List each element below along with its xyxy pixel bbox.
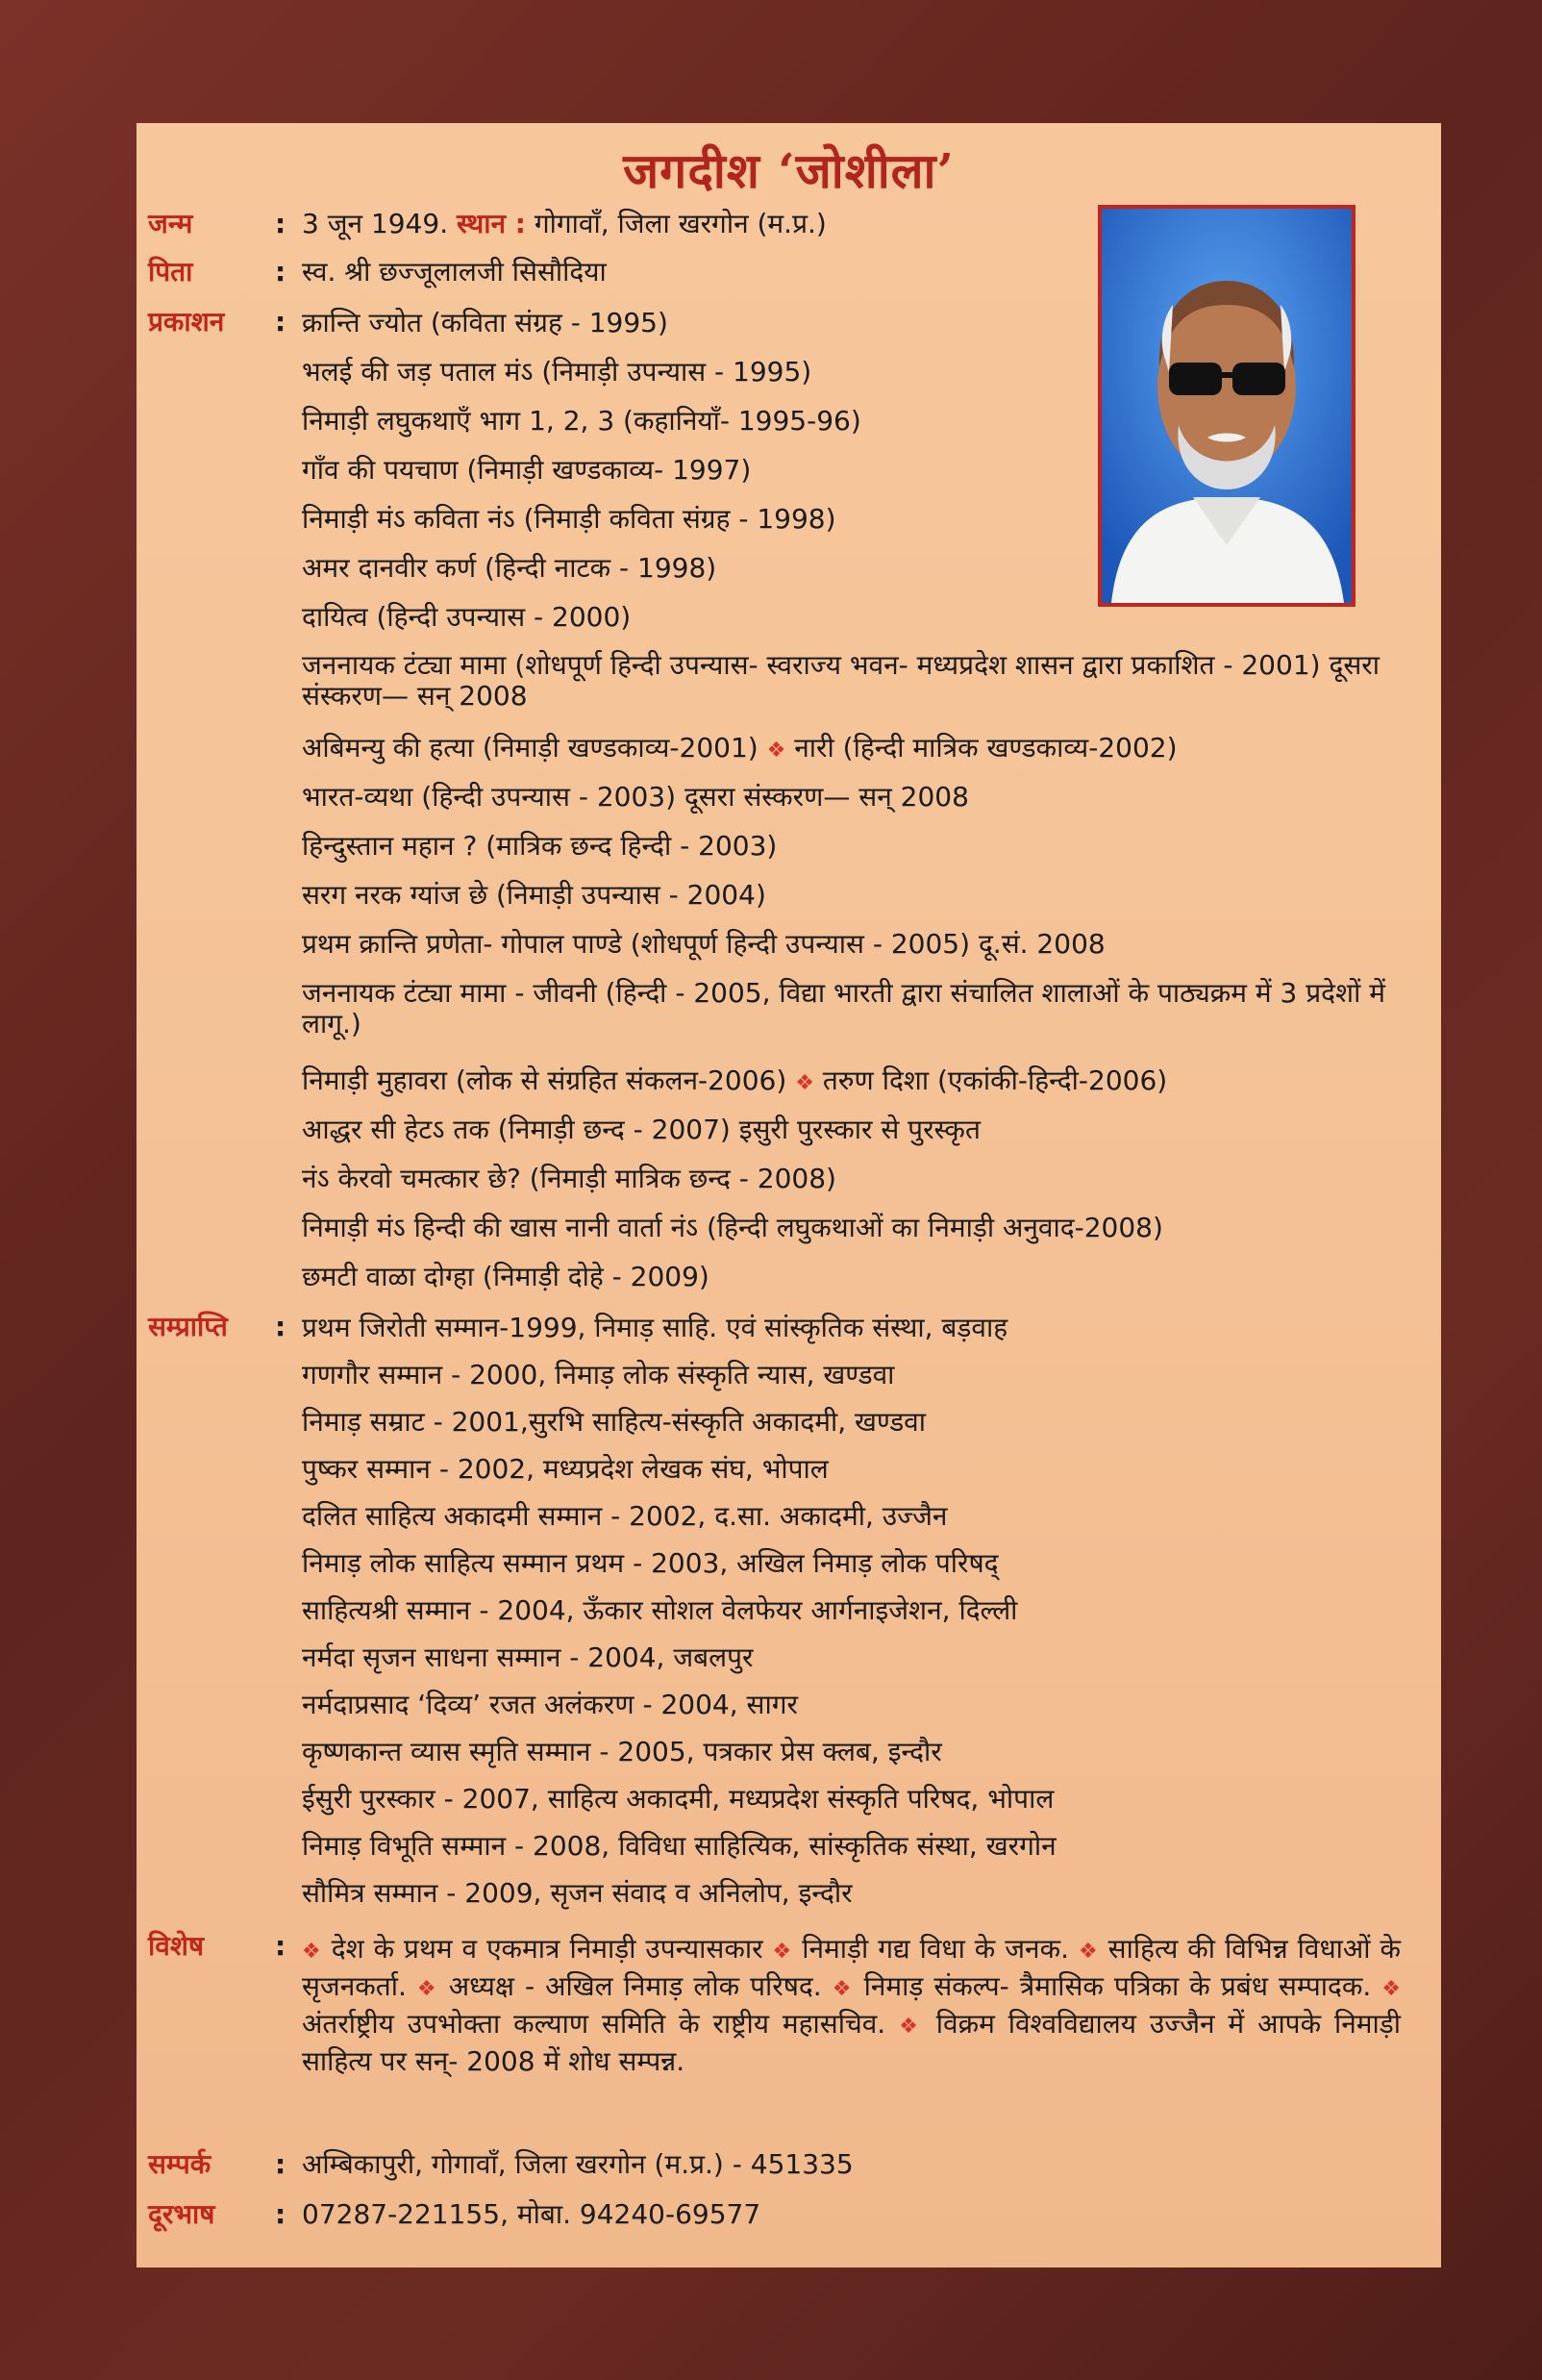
colon: :: [275, 256, 286, 288]
award-item: पुष्कर सम्मान - 2002, मध्यप्रदेश लेखक संघ, भोपाल: [302, 1453, 829, 1485]
special-item: साहित्य की विभिन्न विधाओं के सृजनकर्ता.: [302, 1933, 1402, 2002]
publication-item: सरग नरक ग्यांज छे (निमाड़ी उपन्यास - 2004): [302, 879, 766, 911]
publication-item: जननायक टंट्या मामा (शोधपूर्ण हिन्दी उपन्यास- स्वराज्य भवन- मध्यप्रदेश शासन द्वारा प्रकाशित - 2001) दूसरा संस्करण— सन् 2008: [302, 649, 1380, 712]
birth-value: [302, 208, 827, 240]
father-value: स्व. श्री छज्जूलालजी सिसौदिया: [302, 256, 607, 288]
award-item: प्रथम जिरोती सम्मान-1999, निमाड़ साहि. एवं सांस्कृतिक संस्था, बड़वाह: [302, 1312, 1008, 1343]
publication-item-pair: [302, 733, 1178, 766]
publication-item: अबिमन्यु की हत्या (निमाड़ी खण्डकाव्य-2001): [302, 732, 759, 764]
author-name-title: जगदीश ‘जोशीला’: [623, 142, 955, 199]
publication-item: नारी (हिन्दी मात्रिक खण्डकाव्य-2002): [794, 732, 1178, 764]
contact-label: सम्पर्क: [148, 2148, 211, 2180]
colon: :: [275, 208, 286, 239]
colon: :: [275, 2148, 286, 2180]
author-photo: [1098, 205, 1355, 607]
diamond-bullet-icon: ❖: [772, 1940, 793, 1964]
publication-item: अमर दानवीर कर्ण (हिन्दी नाटक - 1998): [302, 552, 717, 584]
publication-item: प्रथम क्रान्ति प्रणेता- गोपाल पाण्डे (शोधपूर्ण हिन्दी उपन्यास - 2005) दू.सं. 2008: [302, 928, 1106, 960]
award-item: निमाड़ विभूति सम्मान - 2008, विविधा साहित्यिक, सांस्कृतिक संस्था, खरगोन: [302, 1830, 1057, 1862]
publication-item: नंऽ केरवो चमत्कार छे? (निमाड़ी मात्रिक छन्द - 2008): [302, 1163, 836, 1194]
award-item: दलित साहित्य अकादमी सम्मान - 2002, द.सा. अकादमी, उज्जैन: [302, 1500, 948, 1532]
publication-item: क्रान्ति ज्योत (कविता संग्रह - 1995): [302, 307, 668, 338]
biography-panel: [137, 123, 1441, 2267]
phone-value: 07287-221155, मोबा. 94240-69577: [302, 2198, 761, 2230]
publication-item: भारत-व्यथा (हिन्दी उपन्यास - 2003) दूसरा संस्करण— सन् 2008: [302, 781, 969, 813]
publication-item: दायित्व (हिन्दी उपन्यास - 2000): [302, 601, 632, 633]
publication-item: निमाड़ी मंऽ कविता नंऽ (निमाड़ी कविता संग्रह - 1998): [302, 503, 836, 535]
award-item: साहित्यश्री सम्मान - 2004, ऊँकार सोशल वेलफेयर आर्गनाइजेशन, दिल्ली: [302, 1594, 1018, 1626]
publication-item: आद्धर सी हेटऽ तक (निमाड़ी छन्द - 2007) इसुरी पुरस्कार से पुरस्कृत: [302, 1114, 981, 1145]
diamond-bullet-icon: ❖: [766, 739, 786, 763]
publication-item: निमाड़ी मंऽ हिन्दी की खास नानी वार्ता नंऽ (हिन्दी लघुकथाओं का निमाड़ी अनुवाद-2008): [302, 1212, 1163, 1243]
award-item: गणगौर सम्मान - 2000, निमाड़ लोक संस्कृति न्यास, खण्डवा: [302, 1359, 895, 1390]
publications-label: प्रकाशन: [148, 306, 225, 338]
award-item: निमाड़ लोक साहित्य सम्मान प्रथम - 2003, अखिल निमाड़ लोक परिषद्: [302, 1547, 999, 1579]
diamond-bullet-icon: ❖: [1381, 1977, 1401, 2001]
special-item: विक्रम विश्वविद्यालय उज्जैन में आपके निमाड़ी साहित्य पर सन्- 2008 में शोध सम्पन्न.: [302, 2008, 1402, 2077]
special-item: देश के प्रथम व एकमात्र निमाड़ी उपन्यासकार: [331, 1933, 763, 1965]
award-item: नर्मदा सृजन साधना सम्मान - 2004, जबलपुर: [302, 1641, 754, 1673]
special-paragraph: [302, 1932, 1401, 2079]
awards-label: सम्प्राप्ति: [148, 1311, 228, 1342]
contact-value: अम्बिकापुरी, गोगावाँ, जिला खरगोन (म.प्र.) - 451335: [302, 2148, 854, 2180]
publication-item: हिन्दुस्तान महान ? (मात्रिक छन्द हिन्दी - 2003): [302, 830, 778, 862]
publication-item: जननायक टंट्या मामा - जीवनी (हिन्दी - 2005, विद्या भारती द्वारा संचालित शालाओं के पाठ्यक्रम में 3 प्रदेशों में लागू.): [302, 977, 1385, 1040]
colon: :: [275, 1311, 286, 1342]
diamond-bullet-icon: ❖: [1078, 1940, 1099, 1964]
birth-date: 3 जून 1949.: [302, 208, 449, 239]
special-label: विशेष: [148, 1930, 205, 1962]
publication-item: छमटी वाळा दोग्हा (निमाड़ी दोहे - 2009): [302, 1261, 709, 1292]
publication-item: निमाड़ी लघुकथाएँ भाग 1, 2, 3 (कहानियाँ- 1995-96): [302, 405, 861, 437]
colon: :: [275, 2198, 286, 2230]
phone-label: दूरभाष: [148, 2198, 215, 2230]
birth-place: गोगावाँ, जिला खरगोन (म.प्र.): [534, 208, 827, 239]
award-item: ईसुरी पुरस्कार - 2007, साहित्य अकादमी, मध्यप्रदेश संस्कृति परिषद, भोपाल: [302, 1783, 1055, 1815]
award-item: सौमित्र सम्मान - 2009, सृजन संवाद व अनिलोप, इन्दौर: [302, 1877, 853, 1909]
colon: :: [275, 306, 286, 338]
diamond-bullet-icon: ❖: [899, 2015, 923, 2039]
father-label: पिता: [148, 256, 193, 288]
diamond-bullet-icon: ❖: [302, 1940, 322, 1964]
special-item: निमाड़ संकल्प- त्रैमासिक पत्रिका के प्रबंध सम्पादक.: [863, 1970, 1372, 2002]
publication-item: भलई की जड़ पताल मंऽ (निमाड़ी उपन्यास - 1995): [302, 356, 812, 388]
portrait-illustration: [1102, 209, 1352, 603]
award-item: कृष्णकान्त व्यास स्मृति सम्मान - 2005, पत्रकार प्रेस क्लब, इन्दौर: [302, 1736, 942, 1767]
award-item: निमाड़ सम्राट - 2001,सुरभि साहित्य-संस्कृति अकादमी, खण्डवा: [302, 1406, 927, 1438]
publication-item: तरुण दिशा (एकांकी-हिन्दी-2006): [822, 1065, 1168, 1096]
publication-item: गाँव की पयचाण (निमाड़ी खण्डकाव्य- 1997): [302, 454, 752, 486]
award-item: नर्मदाप्रसाद ‘दिव्य’ रजत अलंकरण - 2004, सागर: [302, 1689, 798, 1720]
publication-item-pair: [302, 1065, 1167, 1099]
special-item: अध्यक्ष - अखिल निमाड़ लोक परिषद.: [448, 1970, 822, 2002]
colon: :: [275, 1930, 286, 1962]
special-item: निमाड़ी गद्य विधा के जनक.: [802, 1933, 1069, 1965]
diamond-bullet-icon: ❖: [795, 1071, 814, 1095]
diamond-bullet-icon: ❖: [416, 1977, 438, 2001]
special-item: अंतर्राष्ट्रीय उपभोक्ता कल्याण समिति के राष्ट्रीय महासचिव.: [302, 2008, 886, 2040]
publication-item: निमाड़ी मुहावरा (लोक से संग्रहित संकलन-2006): [302, 1065, 787, 1096]
place-label: स्थान :: [457, 208, 526, 239]
birth-label: जन्म: [148, 208, 193, 239]
diamond-bullet-icon: ❖: [832, 1977, 854, 2001]
